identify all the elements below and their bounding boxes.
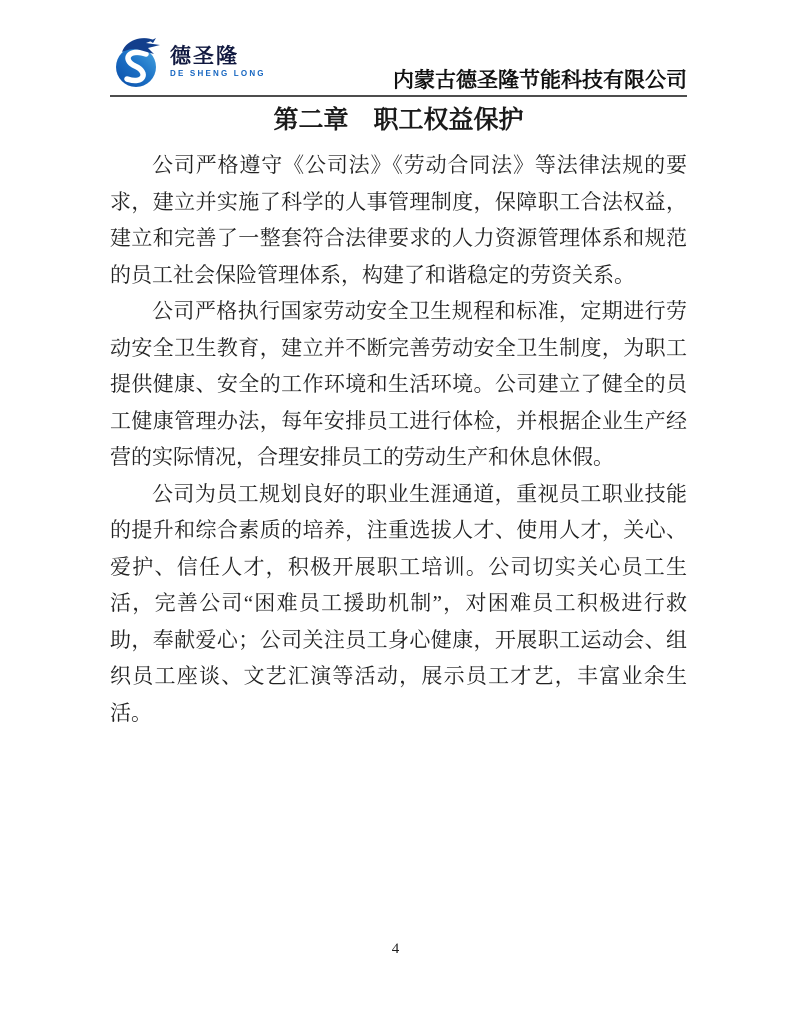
logo-english-name: DE SHENG LONG [170,69,266,78]
document-body [110,147,687,731]
page-header [110,33,687,97]
chapter-title: 第二章 职工权益保护 [273,107,524,134]
company-logo [110,34,266,90]
paragraph-2: 公司严格执行国家劳动安全卫生规程和标准，定期进行劳动安全卫生教育，建立并不断完善劳动安全卫生制度，为职工提供健康、安全的工作环境和生活环境。公司建立了健全的员工健康管理办法，每年安排员工进行体检，并根据企业生产经营的实际情况，合理安排员工的劳动生产和休息休假。 [110,299,687,469]
page-content [110,0,687,731]
company-name: 内蒙古德圣隆节能科技有限公司 [393,67,687,92]
paragraph-3: 公司为员工规划良好的职业生涯通道，重视员工职业技能的提升和综合素质的培养，注重选拔人才、使用人才，关心、爱护、信任人才，积极开展职工培训。公司切实关心员工生活，完善公司“困难员工援助机制”，对困难员工积极进行救助，奉献爱心；公司关注员工身心健康，开展职工运动会、组织员工座谈、文艺汇演等活动，展示员工才艺，丰富业余生活。 [110,481,687,725]
logo-chinese-name: 德圣隆 [170,45,239,68]
logo-text-block [170,46,266,78]
dragon-logo-icon [110,34,166,90]
page-number: 4 [391,941,400,957]
paragraph-1: 公司严格遵守《公司法》《劳动合同法》等法律法规的要求，建立并实施了科学的人事管理制度，保障职工合法权益，建立和完善了一整套符合法律要求的人力资源管理体系和规范的员工社会保险管理体系，构建了和谐稳定的劳资关系。 [110,153,687,287]
